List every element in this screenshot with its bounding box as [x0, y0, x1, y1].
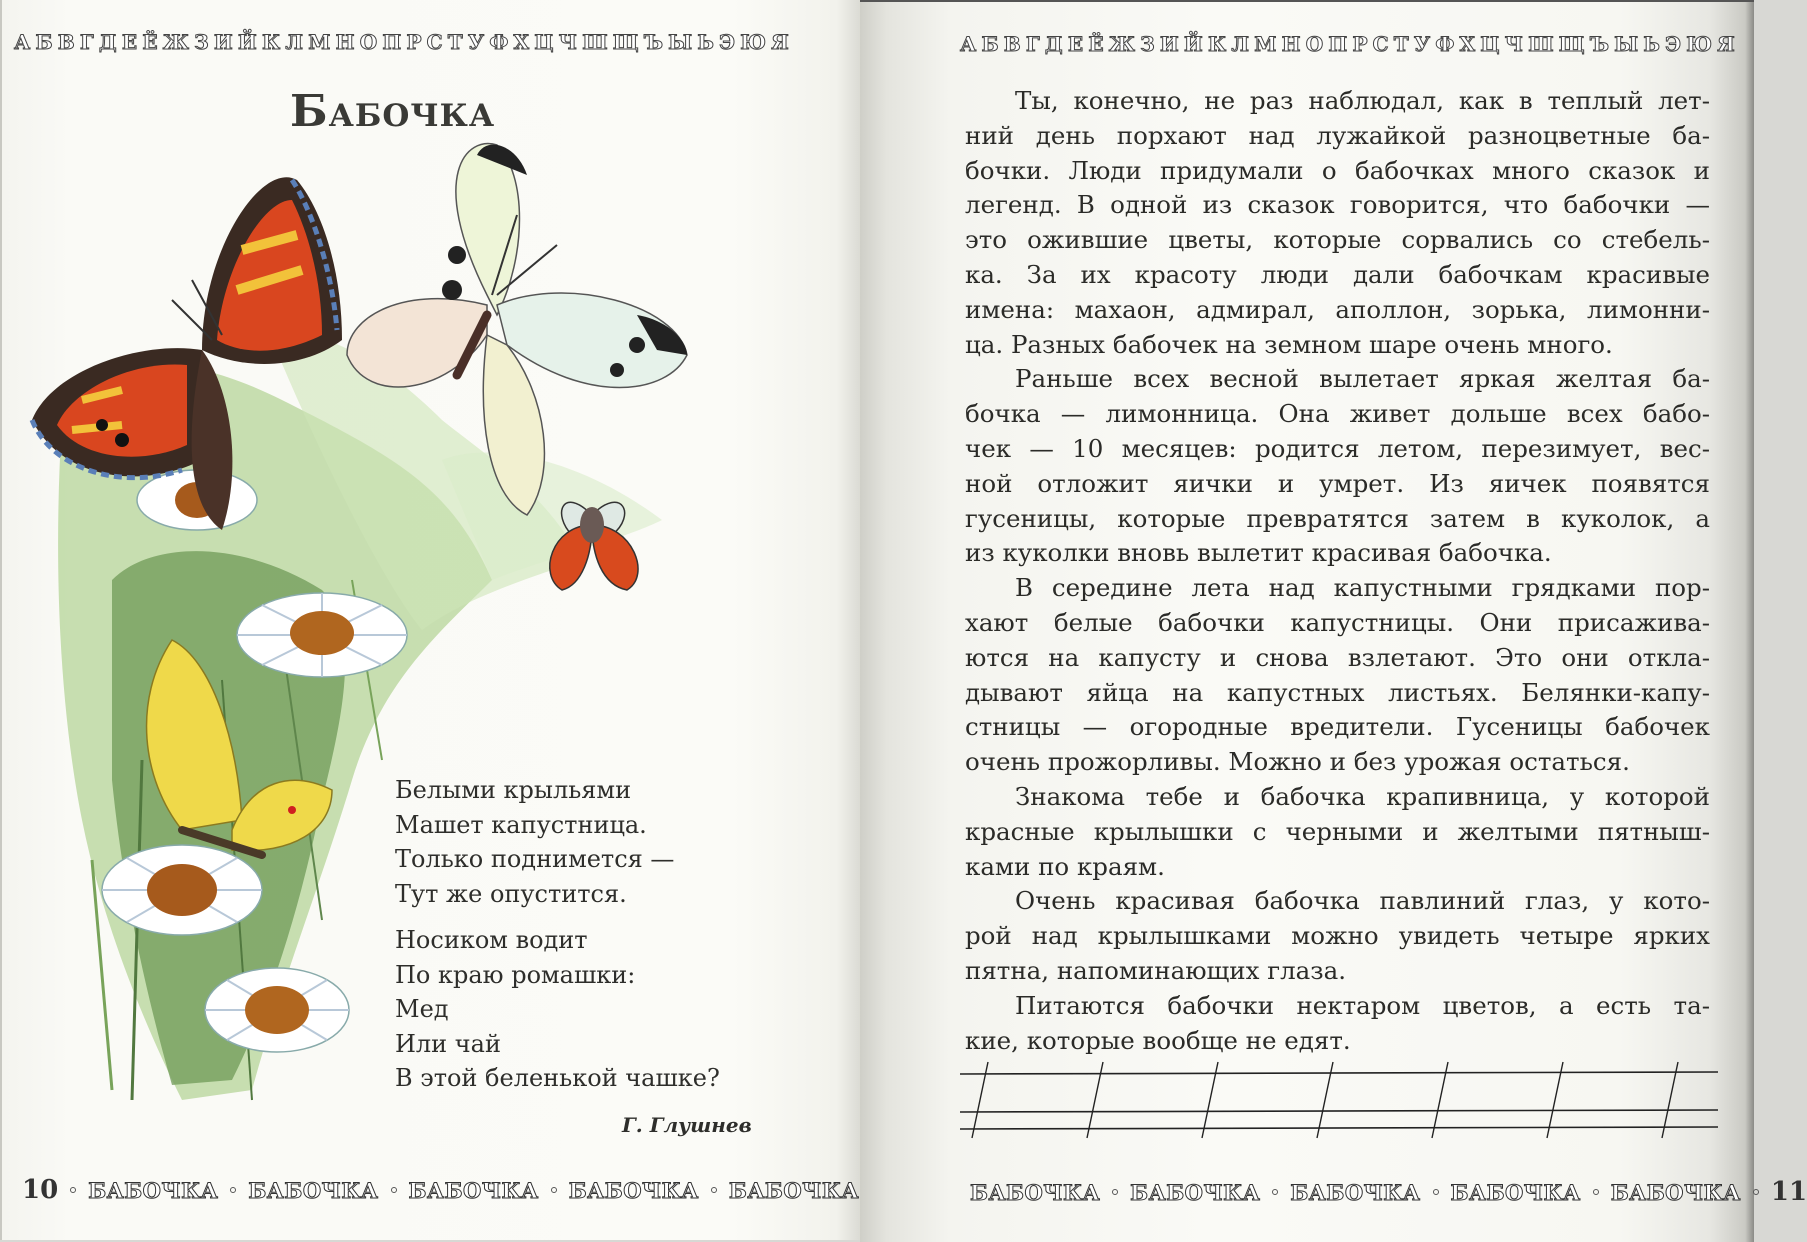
footer-word: БАБОЧКА [728, 1177, 860, 1203]
poem [395, 773, 720, 1108]
text-line: чек — 10 месяцев: родится летом, перезимует, вес- [965, 433, 1710, 463]
text-line: бочки. Люди придумали о бабочках много сказок и [965, 155, 1710, 185]
left-page [0, 0, 862, 1240]
bullet-icon [70, 1187, 76, 1193]
page-footer [970, 1177, 1807, 1207]
poem-line: Белыми крыльями [395, 776, 632, 804]
text-line: ка. За их красоту люди дали бабочкам красивые [965, 259, 1710, 289]
footer-word: БАБОЧКА [88, 1177, 219, 1203]
text-line: дывают яйца на капустных листьях. Белянки-капу- [965, 677, 1710, 707]
text-line: стницы — огородные вредители. Гусеницы бабочек [965, 712, 1710, 742]
text-line: Ты, конечно, не раз наблюдал, как в теплый лет- [1015, 86, 1710, 115]
text-line: Очень красивая бабочка павлиний глаз, у кото- [1015, 886, 1710, 916]
alphabet-header: АБВГДЕЁЖЗИЙКЛМНОПРСТУФХЦЧШЩЪЫЬЭЮЯ [14, 30, 794, 54]
text-line: ной отложит яички и умрет. Из яичек появятся [965, 468, 1710, 498]
bullet-icon [551, 1187, 557, 1193]
footer-word: БАБОЧКА [568, 1177, 699, 1203]
footer-word: БАБОЧКА [408, 1177, 539, 1203]
footer-word: БАБОЧКА [1450, 1179, 1581, 1205]
poem-stanza [395, 773, 720, 911]
text-line: это ожившие цветы, которые сорвались со стебель- [965, 225, 1710, 255]
poem-line: Машет капустница. [395, 810, 647, 839]
footer-word: БАБОЧКА [1290, 1179, 1421, 1205]
bullet-icon [1112, 1189, 1118, 1195]
text-line: гусеницы, которые превратятся затем в куколок, а [965, 503, 1710, 533]
text-line: хают белые бабочки капустницы. Они присажива- [965, 607, 1710, 637]
bullet-icon [1593, 1189, 1599, 1195]
text-line: легенд. В одной из сказок говорится, что бабочки — [965, 190, 1710, 220]
poem-line: По краю ромашки: [395, 960, 636, 989]
text-line: имена: махаон, адмирал, аполлон, зорька, лимонни- [965, 294, 1710, 324]
handwriting-guide-lines [960, 1062, 1718, 1142]
text-line: Знакома тебе и бабочка крапивница, у которой [1015, 781, 1710, 811]
text-line: из куколки вновь вылетит красивая бабочка. [965, 538, 1552, 568]
page-footer [22, 1175, 859, 1205]
bullet-icon [711, 1187, 717, 1193]
bullet-icon [391, 1187, 397, 1193]
footer-word: БАБОЧКА [248, 1177, 379, 1203]
bullet-icon [1433, 1189, 1439, 1195]
text-line: В середине лета над капустными грядками пор- [1015, 573, 1710, 603]
bullet-icon [1272, 1189, 1278, 1195]
alphabet-header: АБВГДЕЁЖЗИЙКЛМНОПРСТУФХЦЧШЩЪЫЬЭЮЯ [960, 32, 1740, 56]
text-line: Раньше всех весной вылетает яркая желтая ба- [1015, 364, 1710, 394]
poem-line: Или чай [395, 1029, 501, 1058]
text-line: бочка — лимонница. Она живет дольше всех бабо- [965, 399, 1710, 429]
text-line: кие, которые вообще не едят. [965, 1025, 1351, 1055]
orange-butterfly-icon [550, 502, 638, 590]
text-line: Питаются бабочки нектаром цветов, а есть та- [1015, 990, 1710, 1020]
text-line: ца. Разных бабочек на земном шаре очень много. [965, 329, 1613, 359]
page-title: Бабочка [290, 86, 496, 137]
poem-stanza [395, 923, 720, 1096]
poem-line: В этой беленькой чашке? [395, 1064, 720, 1092]
poem-line: Тут же опустится. [395, 879, 627, 908]
text-line: очень прожорливы. Можно и без урожая остаться. [965, 747, 1630, 777]
poem-line: Мед [395, 995, 449, 1023]
footer-word: БАБОЧКА [1130, 1179, 1261, 1205]
poem-author: Г. Глушнев [622, 1113, 752, 1137]
page-number: 10 [22, 1175, 59, 1205]
article-text [965, 84, 1710, 1058]
poem-line: Только поднимется — [395, 845, 675, 873]
text-line: рой над крылышками можно увидеть четыре ярких [965, 921, 1710, 951]
bullet-icon [230, 1187, 236, 1193]
page-number: 11 [1770, 1177, 1807, 1207]
footer-word: БАБОЧКА [970, 1179, 1101, 1205]
poem-line: Носиком водит [395, 926, 588, 954]
text-line: ний день порхают над лужайкой разноцветные ба- [965, 120, 1710, 150]
bullet-icon [1753, 1189, 1759, 1195]
text-line: ются на капусту и снова взлетают. Это они откла- [965, 642, 1710, 672]
text-line: красные крылышки с черными и желтыми пятныш- [965, 816, 1710, 846]
right-page [860, 0, 1807, 1242]
text-line: пятна, напоминающих глаза. [965, 955, 1346, 985]
text-line: ками по краям. [965, 851, 1165, 881]
footer-word: БАБОЧКА [1610, 1179, 1741, 1205]
